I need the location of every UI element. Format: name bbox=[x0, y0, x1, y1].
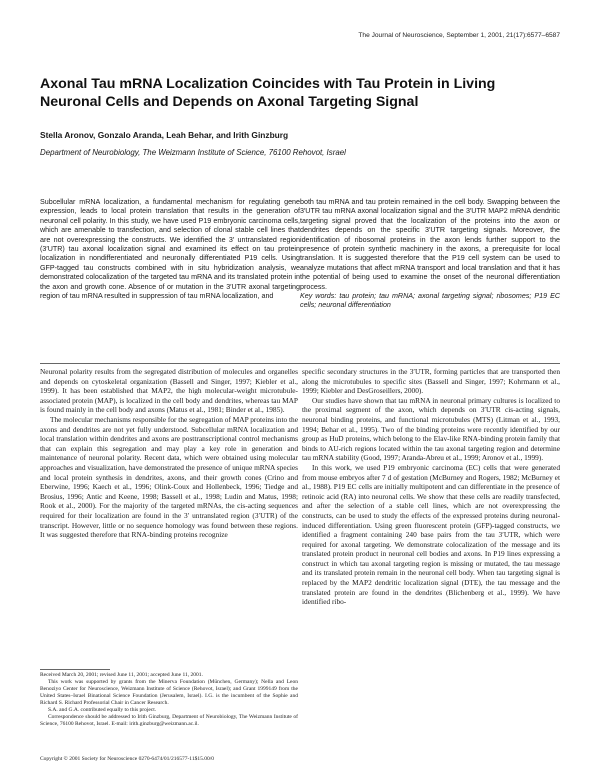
body-paragraph: Neuronal polarity results from the segregated distribution of molecules and organelles and depends on cytoskeletal organization (Bassell and Singer, 1997; Kiebler et al., 1999). It has been established that MAP2, the high molecular-weight microtubule-associated protein (MAP), is localized in the cell body and dendrites, whereas tau MAP is found mainly in the cell body and axons (Matus et al., 1981; Binder et al., 1985). bbox=[40, 367, 298, 415]
footnote-divider bbox=[40, 669, 110, 670]
body-paragraph: The molecular mechanisms responsible for the segregation of MAP proteins into the axons and dendrites are not yet fully understood. Subcellular mRNA localization and local translation within dendrites and axons are posttranscriptional control mechanisms that can explain this segregation and may play a key role in generation and maintenance of neuronal polarity. Recent data, which were obtained using molecular approaches and visualization, have demonstrated the presence of unique mRNA species and local protein synthesis in dendrites, axons, and their growth cones (Crino and Eberwine, 1996; Kaech et al., 1996; Olink-Coux and Hollenbeck, 1996; Tiedge and Brosius, 1996; Antic and Keene, 1998; Bassell et al., 1998; Ludin and Matus, 1998; Rook et al., 2000). For the majority of the targeted mRNAs, the cis-acting sequences required for their localization are found in the 3′ untranslated region (3′UTR) of the transcript. However, little or no sequence homology was found between these regions. It was suggested therefore that RNA-binding proteins recognize bbox=[40, 414, 298, 540]
article-title: Axonal Tau mRNA Localization Coincides with Tau Protein in Living Neuronal Cells and Depends on Axonal Targeting Signal bbox=[40, 76, 496, 110]
footnotes bbox=[40, 672, 298, 728]
body-paragraph: specific secondary structures in the 3′UTR, forming particles that are transported then along the microtubules to specific sites (Bassell and Singer, 1997; Kohrmann et al., 1999; Kiebler and DesGroseillers, 2000). bbox=[302, 367, 560, 396]
author-list: Stella Aronov, Gonzalo Aranda, Leah Behar, and Irith Ginzburg bbox=[40, 130, 289, 140]
keywords: Key words: tau protein; tau mRNA; axonal targeting signal; ribosomes; P19 EC cells; neuronal differentiation bbox=[300, 292, 560, 310]
running-head: The Journal of Neuroscience, September 1, 2001, 21(17):6577–6587 bbox=[358, 32, 560, 39]
equal-contribution-note: S.A. and G.A. contributed equally to this project. bbox=[48, 707, 157, 713]
affiliation: Department of Neurobiology, The Weizmann Institute of Science, 76100 Rehovot, Israel bbox=[40, 148, 346, 157]
abstract-text-left: Subcellular mRNA localization, a fundamental mechanism for regulating gene expression, leads to local protein translation that results in the generation of neuronal cell polarity. In this study, we have used P19 embryonic carcinoma cells, which are amenable to transfection, and selection of clonal stable cell lines that are not overexpressing the constructs. We identified the 3′ untranslated region (3′UTR) tau axonal localization signal and examined its effect on tau protein localization in nondifferentiated and neuronally differentiated P19 cells. Using GFP-tagged tau constructs combined with in situ hybridization analysis, we demonstrated colocalization of the targeted tau mRNA and its translated protein in the axon and growth cone. Absence of or mutation in the 3′UTR axonal targeting region of tau mRNA resulted in suppression of tau mRNA localization, and bbox=[40, 198, 300, 301]
body-column-left bbox=[40, 367, 298, 540]
abstract-text-right: both tau mRNA and tau protein remained in the cell body. Swapping between the 3′UTR tau mRNA axonal localization signal and the 3′UTR MAP2 mRNA dendritic targeting signal proved that the localization of the proteins into the axon or dendrites depends on the specific 3′UTR targeting signals. Moreover, the identification of ribosomal proteins in the axon lends further support to the presence of protein synthetic machinery in the axons, a prerequisite for local translation. It is suggested therefore that the P19 cell system can be used to analyze mutations that affect mRNA transport and local translation and that it has the potential of being used to examine the onset of the neuronal differentiation process. bbox=[300, 198, 560, 291]
body-paragraph: In this work, we used P19 embryonic carcinoma (EC) cells that were generated from mouse embryos after 7 d of gestation (McBurney and Rogers, 1982; McBurney et al., 1988). P19 EC cells are initially multipotent and can differentiate in the presence of retinoic acid (RA) into neuronal cells. We show that these cells are readily transfected, and after the selection of a stable cell lines, which are not overexpressing the constructs, can be used to study the effects of the expressed proteins during neuronal-induced differentiation. Using green fluorescent protein (GFP)-tagged constructs, we identified a fragment containing 240 base pairs from the tau 3′UTR, which were required for axonal targeting. We demonstrate colocalization of the message and its translated protein product in neuronal cell bodies and axons. In P19 lines expressing a construct in which tau axonal targeting region is missing or mutated, the tau message and its translated protein remain in the neuronal cell body. When tau targeting signal is replaced by the MAP2 dendritic localization signal (DTE), the tau message and the translated protein are found in the dendrites (Blichenberg et al., 1999). We have identified ribo- bbox=[302, 462, 560, 607]
section-divider bbox=[40, 363, 560, 364]
body-column-right bbox=[302, 367, 560, 607]
copyright-line: Copyright © 2001 Society for Neuroscience 0270-6474/01/216577-11$15.00/0 bbox=[40, 756, 214, 762]
abstract-column-left bbox=[40, 198, 300, 301]
received-dates: Received March 20, 2001; revised June 11, 2001; accepted June 11, 2001. bbox=[40, 672, 203, 678]
funding-note: This work was supported by grants from the Minerva Foundation (München, Germany); Nella and Leon Benoziyo Center for Neuroscience, Weizmann Institute of Science (Rehovot, Israel); and Grant 1999149 from the United States–Israel Binational Science Foundation (Jerusalem, Israel). I.G. is the incumbent of the Sophie and Richard S. Richard Professorial Chair in Cancer Research. bbox=[40, 679, 298, 706]
abstract-column-right bbox=[300, 198, 560, 311]
body-paragraph: Our studies have shown that tau mRNA in neuronal primary cultures is localized to the proximal segment of the axon, which depends on 3′UTR cis-acting signals, neuronal binding proteins, and functional microtubules (MTS) (Litman et al., 1993, 1994; Behar et al., 1995). Two of the binding proteins were recently identified by our group as HuD proteins, which belong to the Elav-like RNA-binding protein family that binds to AU-rich regions located within the tau axonal targeting region and determine tau mRNA stability (Good, 1997; Aranda-Abreu et al., 1999; Aronov et al., 1999). bbox=[302, 395, 560, 463]
correspondence-note: Correspondence should be addressed to Irith Ginzburg, Department of Neurobiology, The Weizmann Institute of Science, 76100 Rehovot, Israel. E-mail: irith.ginzburg@weizmann.ac.il. bbox=[40, 714, 298, 727]
